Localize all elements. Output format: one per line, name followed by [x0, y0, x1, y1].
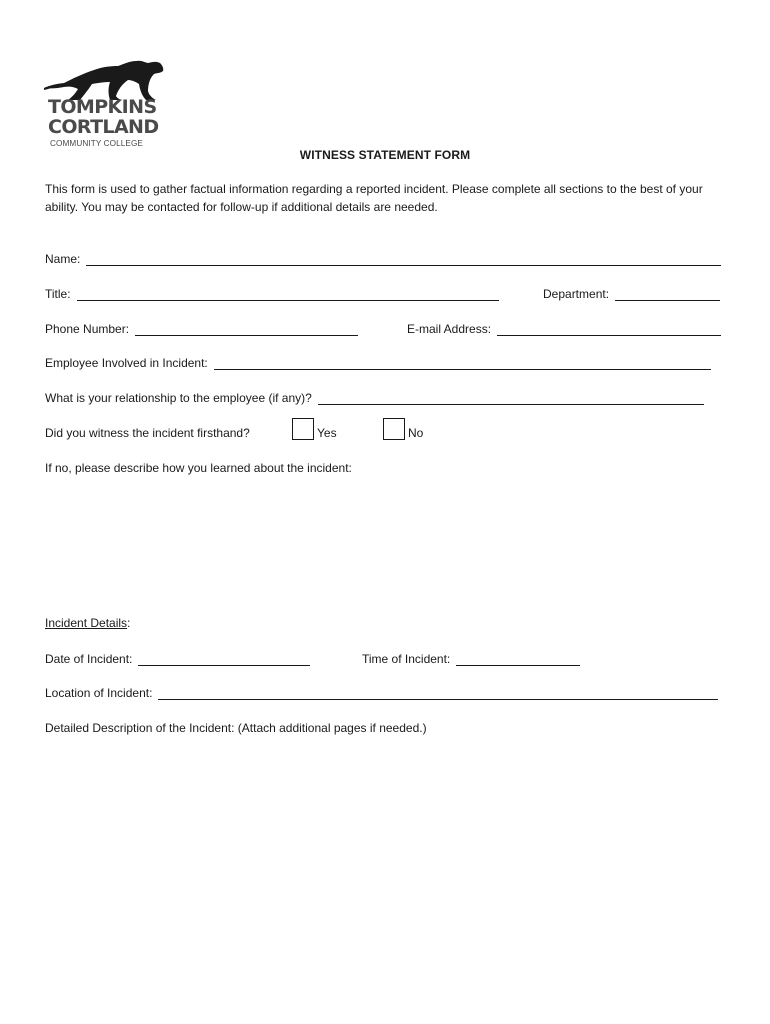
- department-label: Department:: [543, 287, 610, 301]
- incident-details-heading-text: Incident Details: [45, 616, 128, 630]
- location-row: [45, 686, 718, 700]
- date-field[interactable]: [138, 654, 310, 666]
- intro-paragraph: This form is used to gather factual information regarding a reported incident. Please complete all sections to the best of your ability. You may be contacted for follow-up if additional details are needed.: [45, 182, 703, 214]
- time-field[interactable]: [456, 654, 580, 666]
- time-row: [362, 652, 580, 666]
- title-row: [45, 287, 499, 301]
- email-field[interactable]: [497, 324, 721, 336]
- name-row: [45, 252, 721, 266]
- logo-text-community-college: COMMUNITY COLLEGE: [50, 139, 143, 148]
- name-field[interactable]: [86, 254, 721, 266]
- relationship-label: What is your relationship to the employee (if any)?: [45, 391, 312, 405]
- location-field[interactable]: [158, 688, 718, 700]
- email-row: [407, 322, 721, 336]
- email-label: E-mail Address:: [407, 322, 492, 336]
- phone-field[interactable]: [135, 324, 358, 336]
- logo-text-tompkins: TOMPKINS: [48, 96, 157, 118]
- department-row: [543, 287, 720, 301]
- witness-question: Did you witness the incident firsthand?: [45, 426, 250, 440]
- employee-row: [45, 356, 711, 370]
- form-title: WITNESS STATEMENT FORM: [299, 148, 471, 162]
- description-label: Detailed Description of the Incident: (Attach additional pages if needed.): [45, 721, 427, 735]
- if-no-description-area[interactable]: [45, 480, 725, 606]
- title-field[interactable]: [77, 289, 499, 301]
- no-label: No: [408, 426, 424, 440]
- relationship-field[interactable]: [318, 393, 704, 405]
- date-row: [45, 652, 310, 666]
- employee-label: Employee Involved in Incident:: [45, 356, 208, 370]
- if-no-label: If no, please describe how you learned about the incident:: [45, 461, 352, 475]
- no-checkbox[interactable]: [383, 418, 405, 440]
- employee-field[interactable]: [214, 358, 711, 370]
- location-label: Location of Incident:: [45, 686, 153, 700]
- logo-text-cortland: CORTLAND: [48, 116, 159, 138]
- name-label: Name:: [45, 252, 81, 266]
- relationship-row: [45, 391, 704, 405]
- department-field[interactable]: [615, 289, 720, 301]
- yes-label: Yes: [317, 426, 337, 440]
- time-label: Time of Incident:: [362, 652, 451, 666]
- incident-details-heading: [45, 616, 130, 630]
- incident-details-heading-colon: :: [127, 616, 131, 630]
- college-logo: [44, 58, 166, 154]
- date-label: Date of Incident:: [45, 652, 133, 666]
- phone-row: [45, 322, 358, 336]
- yes-checkbox[interactable]: [292, 418, 314, 440]
- phone-label: Phone Number:: [45, 322, 130, 336]
- incident-description-area[interactable]: [45, 742, 725, 992]
- title-label: Title:: [45, 287, 71, 301]
